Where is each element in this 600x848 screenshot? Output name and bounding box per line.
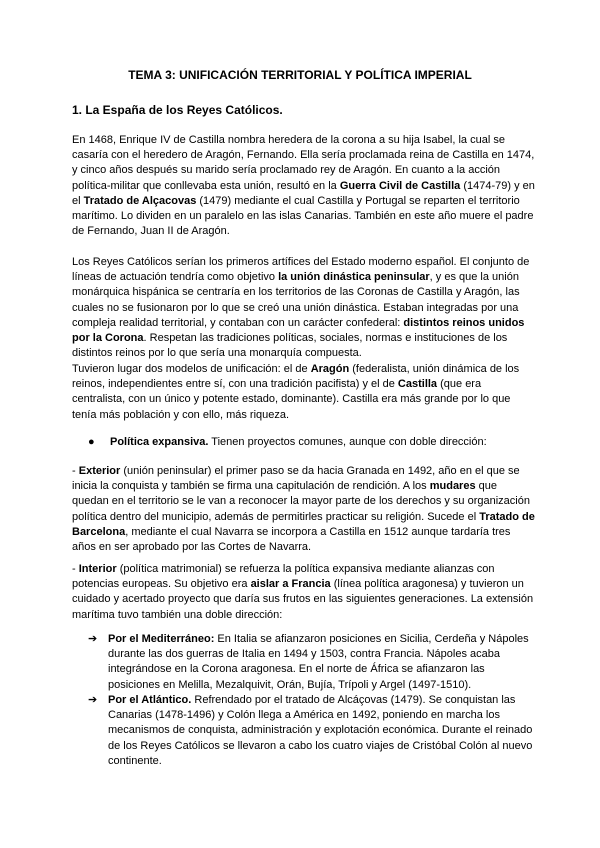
bold-term: aislar a Francia bbox=[250, 578, 331, 591]
bold-term: la unión dinástica peninsular bbox=[278, 271, 430, 284]
text-run: (1474-79) y en el bbox=[72, 179, 535, 207]
text-run: (1479) mediante el cual Castilla y Portugal se reparten el territorio marítimo. Lo dividen en un paralelo en las islas Canarias. También en este año muere el padre de Fernando, Juan II de Aragón. bbox=[72, 194, 534, 238]
text-run: . Respetan las tradiciones políticas, sociales, normas e instituciones de los distintos reinos por lo que sería una monarquía compuesta. bbox=[72, 332, 508, 360]
text-run: Tienen proyectos comunes, aunque con doble dirección: bbox=[208, 436, 487, 448]
text-run: que quedan en el territorio se le van a reconocer la mayor parte de los derechos y su organización política dentro del municipio, además de permitirles practicar su religión. Sucede el bbox=[72, 480, 530, 523]
bold-term: Exterior bbox=[78, 465, 121, 477]
text-run: En Italia se afianzaron posiciones en Sicilia, Cerdeña y Nápoles durante las dos guerras de Italia en 1494 y 1503, contra Francia. Nápoles acaba integrándose en la Corona aragonesa. En el norte de África se afianzaron las posiciones en Melilla, Mezalquivit, Orán, Bujía, Trípoli y Argel (1497-1510). bbox=[108, 633, 529, 691]
arrow-item-text bbox=[108, 693, 536, 769]
paragraph-4 bbox=[72, 464, 536, 555]
text-run: Los Reyes Católicos serían los primeros artífices del Estado moderno español. El conjunto de líneas de actuación tendría como objetivo bbox=[72, 256, 530, 284]
text-run: (política matrimonial) se refuerza la política expansiva mediante alianzas con potencias europeas. Su objetivo era bbox=[72, 563, 495, 591]
bold-term: Tratado de Alçacovas bbox=[83, 194, 197, 207]
text-run: - bbox=[72, 465, 79, 477]
bullet-dot-icon: ● bbox=[88, 436, 95, 448]
text-run: - bbox=[72, 563, 79, 575]
text-run: (línea política aragonesa) y tuvieron un cuidado y acertado proyecto que daría sus frutos en las siguientes generaciones. La extensión marítima tuvo también una doble dirección: bbox=[72, 578, 534, 621]
text-run: , y es que la unión monárquica hispánica se centraría en los territorios de las Coronas de Castilla y Aragón, las cuales no se fusionaron por lo que se creó una unión dinástica. Estaban integradas por una compleja realidad territorial, y contaban con un carácter confederal: bbox=[72, 271, 520, 329]
bold-term: Tratado de Barcelona bbox=[72, 510, 535, 538]
text-run: (unión peninsular) el primer paso se da hacia Granada en 1492, año en el que se inicia la conquista y también se firma una capitulación de rendición. A los bbox=[72, 465, 520, 493]
text-run: Tuvieron lugar dos modelos de unificación: el de bbox=[72, 363, 311, 375]
bold-term: Política expansiva. bbox=[110, 436, 209, 448]
bold-term: distintos reinos unidos por la Corona bbox=[72, 316, 525, 345]
text-run: (que era centralista, con un único y potente estado, dominante). Castilla era más grande por lo que tenía más población y con ello, más riqueza. bbox=[72, 378, 511, 421]
bold-term: mudares bbox=[429, 480, 476, 493]
arrow-item-text bbox=[108, 632, 536, 693]
paragraph-3 bbox=[72, 362, 536, 423]
paragraph-2 bbox=[72, 255, 536, 361]
bold-term: Por el Mediterráneo: bbox=[108, 633, 215, 645]
arrow-right-icon: ➔ bbox=[88, 633, 98, 645]
text-run: Refrendado por el tratado de Alcáçovas (1479). Se conquistan las Canarias (1478-1496) y Colón llega a América en 1492, poniendo en marcha los mecanismos de conquista, administración y explotación económica. Durante el reinado de los Reyes Católicos se llevaron a cabo los cuatro viajes de Cristóbal Colón al nuevo continente. bbox=[108, 694, 533, 767]
bold-term: Castilla bbox=[397, 378, 438, 391]
bold-term: Por el Atlántico. bbox=[108, 694, 192, 706]
bold-term: Interior bbox=[78, 563, 117, 575]
bold-term: Guerra Civil de Castilla bbox=[339, 179, 461, 192]
bullet-text bbox=[110, 435, 536, 450]
text-run: (federalista, unión dinámica de los reinos, independientes entre sí, con una tradición pacifista) y el de bbox=[72, 363, 520, 391]
page-title: TEMA 3: UNIFICACIÓN TERRITORIAL Y POLÍTICA IMPERIAL bbox=[128, 68, 472, 82]
section-heading: 1. La España de los Reyes Católicos. bbox=[72, 103, 283, 117]
paragraph-5 bbox=[72, 562, 536, 623]
text-run: , mediante el cual Navarra se incorpora a Castilla en 1512 aunque tardaría tres años en ser aprobado por las Cortes de Navarra. bbox=[72, 525, 511, 554]
text-run: En 1468, Enrique IV de Castilla nombra heredera de la corona a su hija Isabel, la cual se casaría con el heredero de Aragón, Fernando. Ella sería proclamada reina de Castilla en 1474, y cinco años después su marido sería proclamado rey de Aragón. En cuanto a la acción política-militar que conllevaba esta unión, resultó en la bbox=[72, 134, 535, 192]
arrow-right-icon: ➔ bbox=[88, 694, 98, 706]
bold-term: Aragón bbox=[310, 363, 350, 375]
paragraph-1 bbox=[72, 133, 536, 239]
